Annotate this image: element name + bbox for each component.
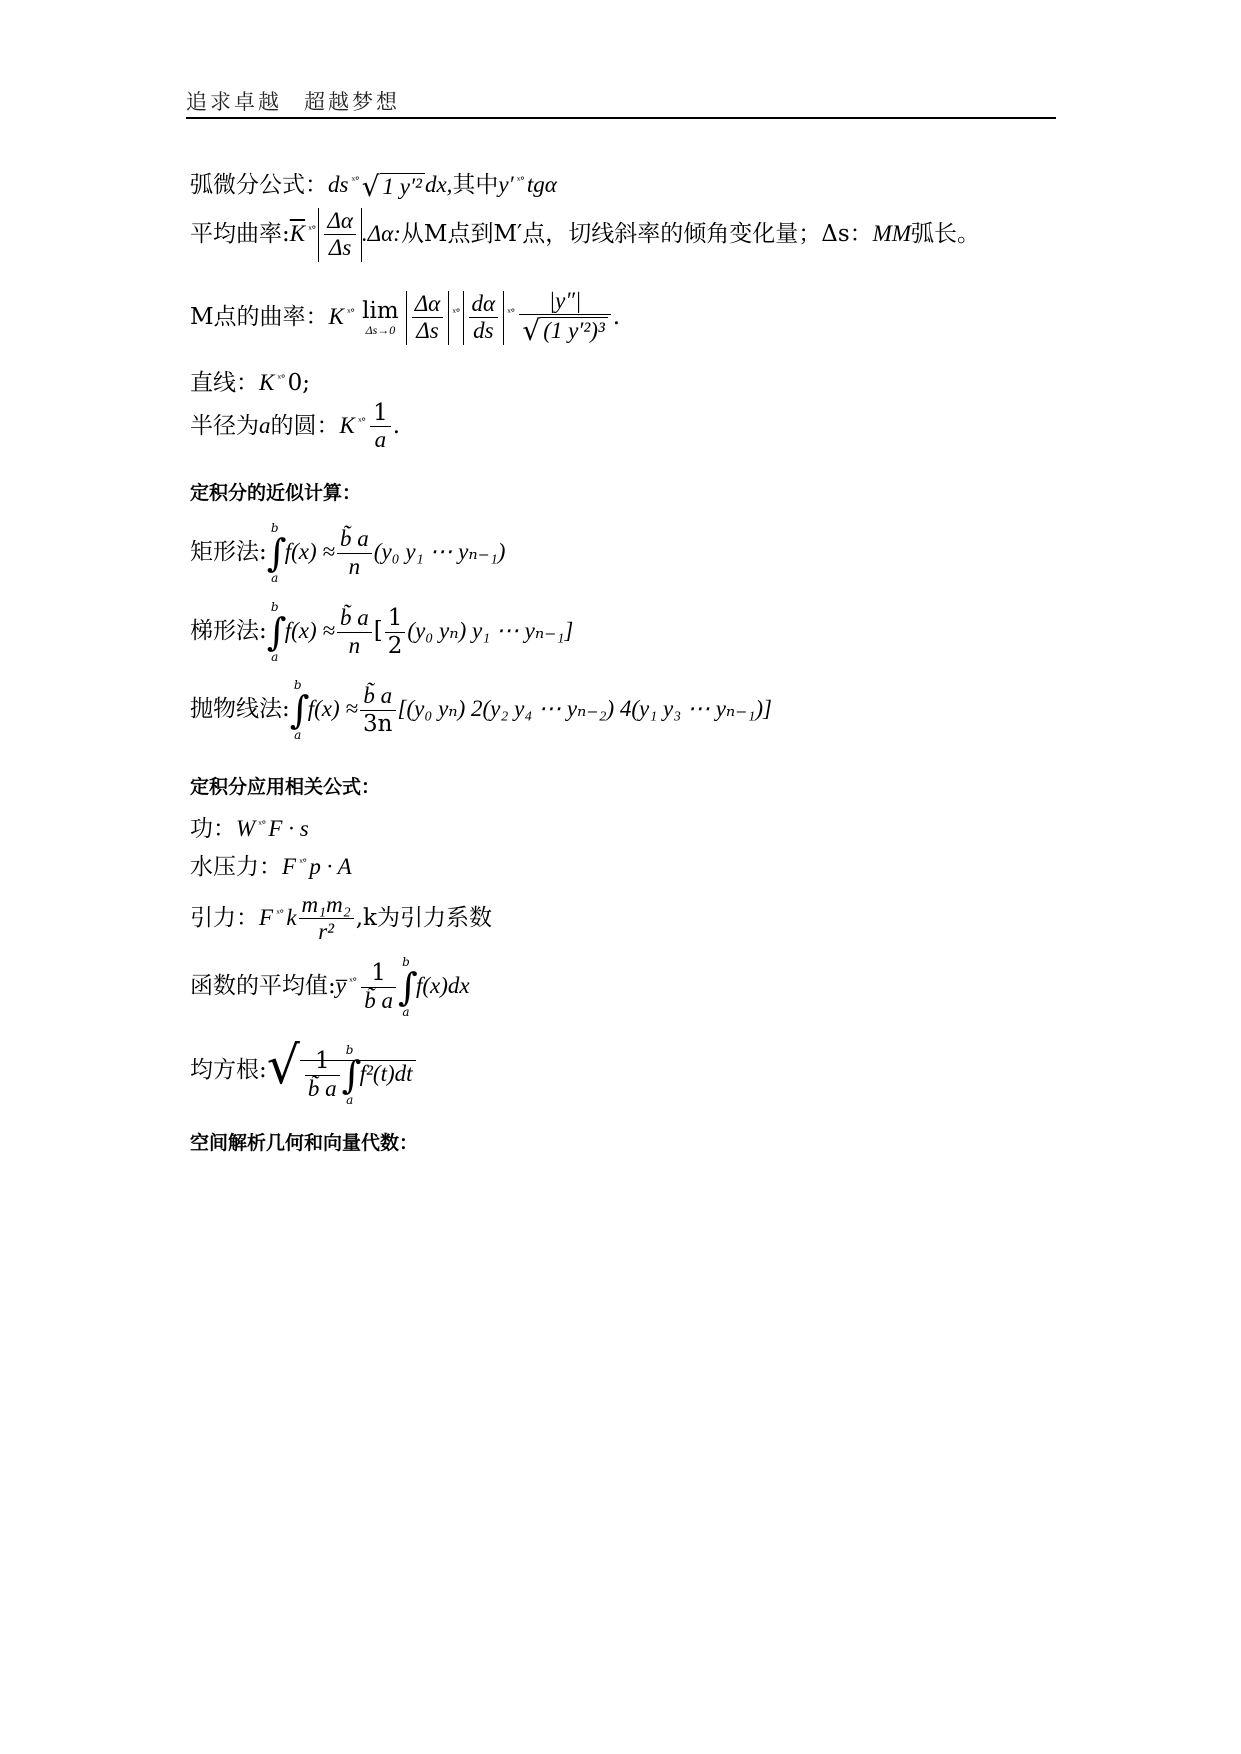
gravitation-formula: 引力：F $^{ˣ^\circ}$ k $\frac{\text{m₁m₂}}{\text{r²}}$ ,k为引力系数 bbox=[190, 892, 492, 945]
simpson-rule: 抛物线法: b ∫ a f(x) ≈ $\frac{b̃ a}{3n}$ [(y₀ yₙ) 2(y₂ y₄ ⋯ yₙ₋₂) 4(y₁ y₃ ⋯ yₙ₋₁)] bbox=[190, 678, 772, 742]
water-pressure-formula: 水压力：F $^{ˣ^\circ}$ p · A bbox=[190, 854, 352, 880]
header-motto-right: 超越梦想 bbox=[304, 90, 400, 114]
root-mean-square: 均方根:√ $\frac{1}{b̃ a}$ b ∫ a f²(t)dt bbox=[190, 1036, 416, 1106]
section-title-applications: 定积分应用相关公式： bbox=[190, 776, 381, 798]
arc-differential-formula: 弧微分公式：ds $^{ˣ^\circ}$ √ 1 y′² dx,其中y′ $^{ˣ^\circ}$ tgα bbox=[190, 169, 557, 203]
header-motto-left: 追求卓越 bbox=[186, 90, 282, 114]
sqrt: √ 1 y′² bbox=[362, 170, 425, 203]
section-title-analytic-geometry: 空间解析几何和向量代数： bbox=[190, 1132, 419, 1154]
sqrt: √ $\frac{1}{b̃ a}$ b ∫ a f²(t)dt bbox=[267, 1036, 416, 1106]
integral-sign: b ∫ a bbox=[266, 600, 287, 664]
straight-line-curvature: 直线：K $^{ˣ^\circ}$ 0; bbox=[190, 370, 310, 396]
point-curvature-formula: M点的曲率：K $^{ˣ^\circ}$ lim Δs→0 $\frac{\Delta\alpha}{\Delta s}$ $^{ˣ^\circ}$ $\frac{d\alpha}{ds}$ $^{ˣ^\circ}$ $\frac{|y''|}{\text{√ (1 y′²)³}}$ . bbox=[190, 288, 621, 348]
function-mean-value: 函数的平均值:y̅ $^{ˣ^\circ}$ $\frac{1}{b̃ a}$ b ∫ a f(x)dx bbox=[190, 955, 470, 1019]
integral-sign: b ∫ a bbox=[289, 678, 310, 742]
trapezoid-rule: 梯形法: b ∫ a f(x) ≈ $\frac{b̃ a}{n}$ [ $\frac{1}{2}$ (y₀ yₙ) y₁ ⋯ yₙ₋₁] bbox=[190, 600, 574, 664]
work-formula: 功：W $^{ˣ^\circ}$ F · s bbox=[190, 816, 309, 842]
label: 弧微分公式： bbox=[190, 172, 328, 198]
equals-glyph: ˣ° bbox=[351, 176, 359, 187]
integral-sign: b ∫ a bbox=[397, 955, 418, 1019]
rectangle-rule: 矩形法: b ∫ a f(x) ≈ $\frac{b̃ a}{n}$ (y₀ y₁ ⋯ yₙ₋₁) bbox=[190, 521, 506, 585]
section-title-numerical-integration: 定积分的近似计算： bbox=[190, 482, 362, 504]
integral-sign: b ∫ a bbox=[266, 521, 287, 585]
average-curvature-formula: 平均曲率$:\overline{K}$ $^{ˣ^\circ}$ $\frac{\Delta\alpha}{\Delta s}$ .Δα:从M点到M′点，切线斜率的倾角变化量；Δs：MM弧长。 bbox=[190, 208, 980, 261]
header-rule bbox=[186, 117, 1056, 119]
page-header bbox=[186, 86, 400, 116]
abs-value: $\frac{\Delta\alpha}{\Delta s}$ bbox=[318, 208, 362, 262]
var-ds: ds bbox=[328, 172, 349, 197]
circle-curvature: 半径为a的圆：K $^{ˣ^\circ}$ $\frac{1}{a}$ . bbox=[190, 400, 401, 453]
